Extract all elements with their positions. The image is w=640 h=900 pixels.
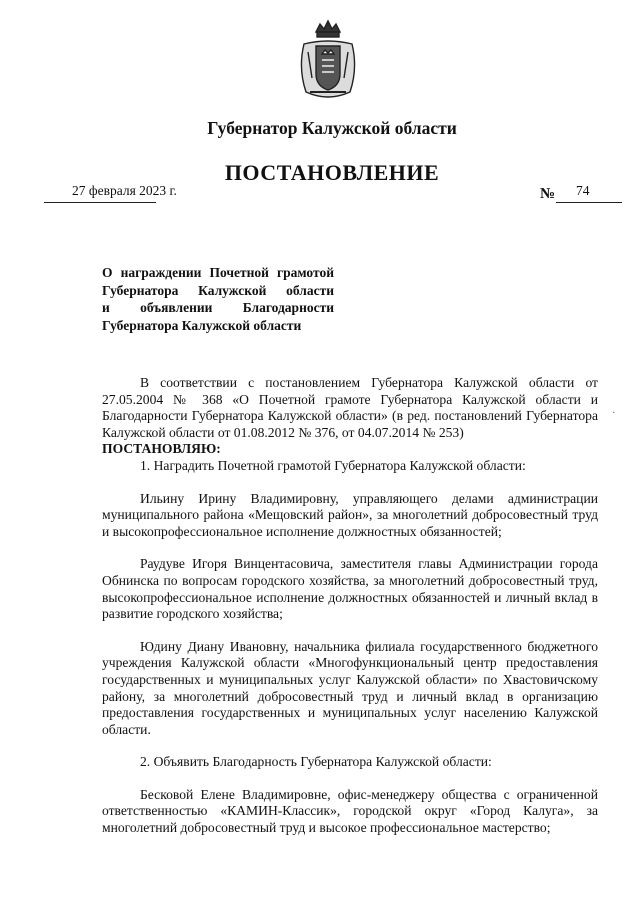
spacer [102,623,598,639]
coat-of-arms-emblem [294,18,362,102]
item-2-paragraph: 2. Объявить Благодарность Губернатора Калужской области: [140,754,492,770]
spacer [102,771,598,787]
number-sign: № [540,186,556,202]
award-paragraph-2: Раудуве Игоря Винцентасовича, заместителя главы Администрации города Обнинска по вопросам городского хозяйства, за многолетний добросовестный труд, высокопрофессиональное исполнение должностных обязанностей и личный вклад в развитие городского хозяйства; [102,556,598,622]
item-1-paragraph: 1. Наградить Почетной грамотой Губернатора Калужской области: [140,457,526,473]
document-number: 74 [576,183,590,198]
issuing-authority: Губернатор Калужской области [207,118,457,138]
margin-mark: · [612,408,616,419]
document-date: 27 февраля 2023 г. [72,183,177,198]
subject-line: О награждении Почетной грамотой [102,265,334,280]
award-paragraph-3: Юдину Диану Ивановну, начальника филиала государственного бюджетного учреждения Калужской области «Многофункциональный центр предоставления государственных и муниципальных услуг Калужской области» по Хвастовичскому району, за многолетний добросовестный труд и личный вклад в организацию предоставления государственных и муниципальных услуг населению Калужской области. [102,638,598,737]
award-paragraph-1: Ильину Ирину Владимировну, управляющего делами администрации муниципального района «Мещовский район», за многолетний добросовестный труд и высокопрофессиональное исполнение должностных обязанностей; [102,490,598,539]
number-underline [556,202,622,203]
spacer [102,738,598,754]
document-type-title: ПОСТАНОВЛЕНИЕ [224,160,440,185]
resolve-heading: ПОСТАНОВЛЯЮ: [102,441,221,457]
document-body [102,375,598,837]
subject-line: Губернатора Калужской области [102,317,302,333]
subject-line: и объявлении Благодарности [102,300,334,315]
spacer [102,540,598,556]
document-subject [102,264,334,334]
date-underline [44,202,156,203]
thanks-paragraph-1: Бесковой Елене Владимировне, офис-менеджеру общества с ограниченной ответственностью «КАМИН-Классик», городской округ «Город Калуга», за многолетний добросовестный труд и высокое профессиональное мастерство; [102,786,598,836]
subject-line: Губернатора Калужской области [102,282,334,298]
spacer [102,475,598,491]
preamble-paragraph: В соответствии с постановлением Губернатора Калужской области от 27.05.2004 № 368 «О Почетной грамоте Губернатора Калужской области и Благодарности Губернатора Калужской области» (в ред. постановлений Губернатора Калужской области от 01.08.2012 № 376, от 04.07.2014 № 253) [102,375,598,440]
